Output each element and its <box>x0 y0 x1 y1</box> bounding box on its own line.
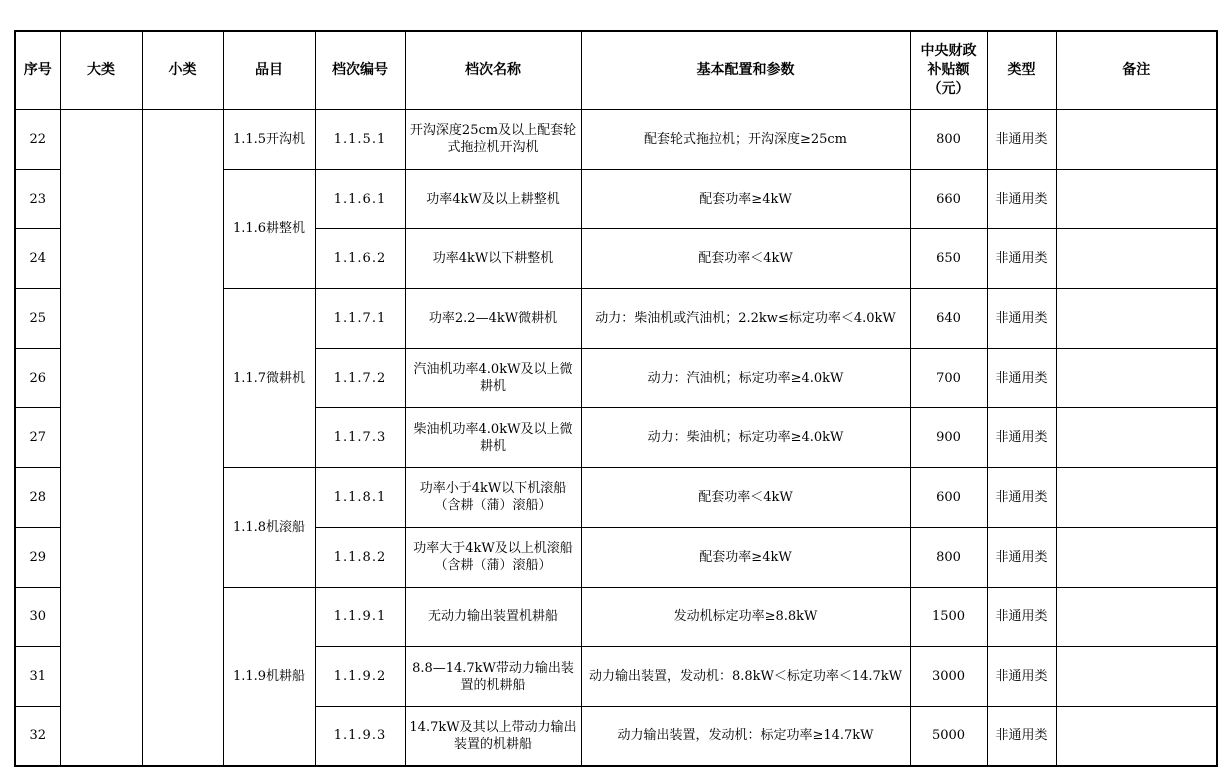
cell-type: 非通用类 <box>987 169 1056 229</box>
cell-name: 功率4kW及以上耕整机 <box>405 169 581 229</box>
cell-seq: 30 <box>15 587 60 647</box>
cell-name: 14.7kW及其以上带动力输出装置的机耕船 <box>405 706 581 766</box>
cell-config: 动力输出装置，发动机：8.8kW＜标定功率＜14.7kW <box>581 647 910 707</box>
header-note: 备注 <box>1056 31 1217 110</box>
cell-code: 1.1.9.2 <box>315 647 405 707</box>
cell-name: 柴油机功率4.0kW及以上微耕机 <box>405 408 581 468</box>
cell-note <box>1056 348 1217 408</box>
cell-code: 1.1.8.1 <box>315 468 405 528</box>
cell-type: 非通用类 <box>987 706 1056 766</box>
cell-note <box>1056 110 1217 170</box>
cell-note <box>1056 289 1217 349</box>
cell-seq: 28 <box>15 468 60 528</box>
cell-code: 1.1.9.1 <box>315 587 405 647</box>
cell-seq: 32 <box>15 706 60 766</box>
header-major: 大类 <box>60 31 142 110</box>
cell-name: 无动力输出装置机耕船 <box>405 587 581 647</box>
cell-item: 1.1.5开沟机 <box>223 110 315 170</box>
cell-subsidy: 5000 <box>910 706 987 766</box>
cell-name: 功率4kW以下耕整机 <box>405 229 581 289</box>
cell-seq: 22 <box>15 110 60 170</box>
cell-code: 1.1.9.3 <box>315 706 405 766</box>
cell-code: 1.1.7.3 <box>315 408 405 468</box>
cell-seq: 25 <box>15 289 60 349</box>
cell-seq: 27 <box>15 408 60 468</box>
cell-name: 开沟深度25cm及以上配套轮式拖拉机开沟机 <box>405 110 581 170</box>
cell-note <box>1056 229 1217 289</box>
cell-type: 非通用类 <box>987 229 1056 289</box>
header-minor: 小类 <box>142 31 223 110</box>
cell-name: 功率大于4kW及以上机滚船（含耕（蒲）滚船） <box>405 527 581 587</box>
cell-subsidy: 1500 <box>910 587 987 647</box>
cell-subsidy: 800 <box>910 110 987 170</box>
cell-seq: 24 <box>15 229 60 289</box>
header-row <box>15 31 1217 110</box>
cell-name: 8.8—14.7kW带动力输出装置的机耕船 <box>405 647 581 707</box>
cell-item: 1.1.7微耕机 <box>223 289 315 468</box>
cell-config: 配套功率＜4kW <box>581 229 910 289</box>
cell-config: 配套功率≥4kW <box>581 527 910 587</box>
cell-type: 非通用类 <box>987 110 1056 170</box>
cell-type: 非通用类 <box>987 587 1056 647</box>
cell-major <box>60 110 142 767</box>
cell-note <box>1056 527 1217 587</box>
cell-item: 1.1.8机滚船 <box>223 468 315 587</box>
cell-subsidy: 900 <box>910 408 987 468</box>
header-grade-name: 档次名称 <box>405 31 581 110</box>
cell-subsidy: 660 <box>910 169 987 229</box>
cell-type: 非通用类 <box>987 289 1056 349</box>
cell-name: 功率2.2—4kW微耕机 <box>405 289 581 349</box>
cell-config: 动力：柴油机或汽油机；2.2kw≤标定功率＜4.0kW <box>581 289 910 349</box>
cell-subsidy: 3000 <box>910 647 987 707</box>
cell-type: 非通用类 <box>987 647 1056 707</box>
cell-note <box>1056 468 1217 528</box>
cell-code: 1.1.7.1 <box>315 289 405 349</box>
header-seq: 序号 <box>15 31 60 110</box>
cell-config: 发动机标定功率≥8.8kW <box>581 587 910 647</box>
cell-subsidy: 700 <box>910 348 987 408</box>
cell-config: 动力：柴油机；标定功率≥4.0kW <box>581 408 910 468</box>
cell-name: 汽油机功率4.0kW及以上微耕机 <box>405 348 581 408</box>
cell-name: 功率小于4kW以下机滚船（含耕（蒲）滚船） <box>405 468 581 528</box>
cell-note <box>1056 169 1217 229</box>
cell-code: 1.1.7.2 <box>315 348 405 408</box>
cell-item: 1.1.6耕整机 <box>223 169 315 288</box>
cell-type: 非通用类 <box>987 527 1056 587</box>
cell-config: 配套功率≥4kW <box>581 169 910 229</box>
cell-code: 1.1.8.2 <box>315 527 405 587</box>
cell-config: 动力：汽油机；标定功率≥4.0kW <box>581 348 910 408</box>
header-subsidy: 中央财政补贴额（元） <box>910 31 987 110</box>
cell-subsidy: 640 <box>910 289 987 349</box>
cell-note <box>1056 408 1217 468</box>
cell-config: 配套功率＜4kW <box>581 468 910 528</box>
cell-seq: 29 <box>15 527 60 587</box>
header-config: 基本配置和参数 <box>581 31 910 110</box>
subsidy-table <box>14 30 1218 767</box>
cell-code: 1.1.6.2 <box>315 229 405 289</box>
cell-config: 配套轮式拖拉机；开沟深度≥25cm <box>581 110 910 170</box>
cell-minor <box>142 110 223 767</box>
header-type: 类型 <box>987 31 1056 110</box>
cell-item: 1.1.9机耕船 <box>223 587 315 766</box>
cell-subsidy: 650 <box>910 229 987 289</box>
cell-code: 1.1.5.1 <box>315 110 405 170</box>
cell-note <box>1056 647 1217 707</box>
cell-config: 动力输出装置，发动机：标定功率≥14.7kW <box>581 706 910 766</box>
cell-note <box>1056 706 1217 766</box>
cell-type: 非通用类 <box>987 468 1056 528</box>
cell-seq: 31 <box>15 647 60 707</box>
cell-subsidy: 600 <box>910 468 987 528</box>
cell-seq: 26 <box>15 348 60 408</box>
table-row <box>15 110 1217 170</box>
cell-type: 非通用类 <box>987 408 1056 468</box>
cell-type: 非通用类 <box>987 348 1056 408</box>
cell-note <box>1056 587 1217 647</box>
header-item: 品目 <box>223 31 315 110</box>
header-grade-code: 档次编号 <box>315 31 405 110</box>
cell-code: 1.1.6.1 <box>315 169 405 229</box>
cell-seq: 23 <box>15 169 60 229</box>
cell-subsidy: 800 <box>910 527 987 587</box>
